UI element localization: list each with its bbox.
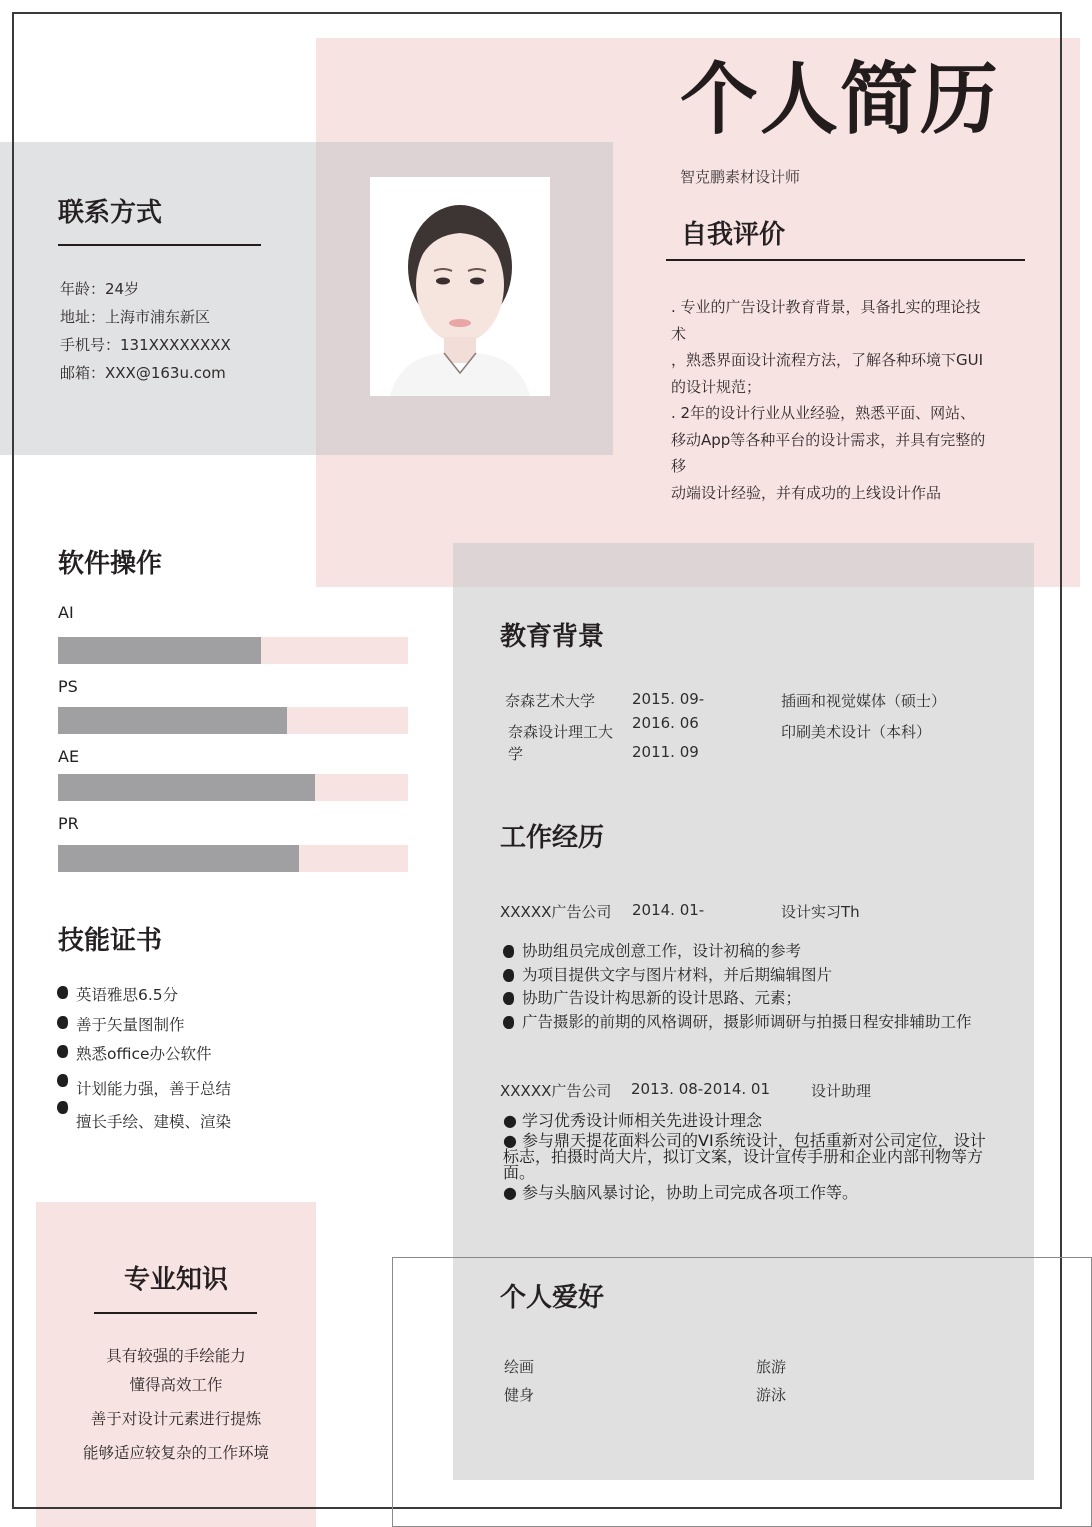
self-eval-line: . 专业的广告设计教育背景，具备扎实的理论技 [671,298,981,316]
education-heading: 教育背景 [500,622,605,652]
knowledge-line: 能够适应较复杂的工作环境 [82,1444,269,1462]
hobby-item: 健身 [504,1386,535,1404]
edu-school: 奈森艺术大学 [505,692,596,710]
bullet-icon [57,986,68,999]
hobby-item: 绘画 [504,1358,535,1376]
software-bar-fill [58,707,287,734]
bullet-icon [57,1045,68,1058]
job-bullet: ● 学习优秀设计师相关先进设计理念 [503,1111,763,1130]
job-date: 2014. 01- [632,901,705,919]
bullet-icon [503,992,514,1005]
contact-address: 地址：上海市浦东新区 [60,308,211,326]
job-bullet: 协助广告设计构思新的设计思路、元素； [503,987,972,1011]
job-bullet: ● 参与鼎天提花面料公司的VI系统设计，包括重新对公司定位，设计标志，拍摄时尚大片，拟订文案，设计宣传手册和企业内部刊物等方面。 [503,1131,986,1182]
bullet-icon [57,1016,68,1029]
software-bar-ps [58,707,408,734]
knowledge-rule [94,1312,257,1314]
job-bullet-list [503,940,972,1034]
self-eval-line: . 2年的设计行业从业经验，熟悉平面、网站、 [671,404,976,422]
edu-school-overflow: 学 [508,745,524,763]
job-bullet: ● 参与头脑风暴讨论，协助上司完成各项工作等。 [503,1183,859,1202]
contact-phone: 手机号：131XXXXXXXX [60,336,231,354]
bullet-icon [503,969,514,982]
hobby-item: 游泳 [756,1386,787,1404]
resume-title: 个人简历 [680,55,1001,145]
profile-photo [370,177,550,396]
edu-major: 插画和视觉媒体（硕士） [781,692,947,710]
contact-rule [58,244,261,246]
contact-email: 邮箱：XXX@163u.com [60,364,226,382]
software-bar-ai [58,637,408,664]
job-bullet: 广告摄影的前期的风格调研，摄影师调研与拍摄日程安排辅助工作 [503,1011,972,1035]
certificate-item: 英语雅思6.5分 [57,983,178,1005]
self-eval-rule [666,259,1025,261]
job-role: 设计实习Th [781,903,860,921]
self-eval-text [671,294,1016,502]
self-eval-line: ，熟悉界面设计流程方法，了解各种环境下GUI [671,351,984,369]
edu-date-overflow: 2011. 09 [632,743,699,761]
portrait-icon [370,177,550,396]
contact-heading: 联系方式 [58,198,163,228]
certificate-item: 计划能力强，善于总结 [57,1074,231,1099]
bullet-icon [57,1101,68,1114]
self-eval-line: 移动App等各种平台的设计需求，并具有完整的 [671,430,986,449]
job-company: XXXXX广告公司 [500,1082,612,1100]
contact-age: 年龄：24岁 [60,280,140,298]
job-subtitle: 智克鹏素材设计师 [680,168,801,186]
hobbies-heading: 个人爱好 [500,1283,605,1313]
edu-date: 2015. 09- [632,690,705,708]
software-label-ps: PS [58,677,78,696]
edu-date: 2016. 06 [632,714,699,732]
software-bar-fill [58,774,315,801]
bullet-icon [503,1016,514,1029]
certificate-item: 熟悉office办公软件 [57,1042,212,1064]
certificate-item: 善于矢量图制作 [57,1013,185,1035]
self-eval-heading: 自我评价 [681,220,786,250]
software-label-ae: AE [58,747,80,766]
job-role: 设计助理 [811,1082,872,1100]
software-heading: 软件操作 [58,549,163,579]
edu-major: 印刷美术设计（本科） [781,723,932,741]
software-bar-pr [58,845,408,872]
self-eval-line: 的设计规范； [671,377,762,396]
knowledge-heading: 专业知识 [123,1265,228,1295]
work-heading: 工作经历 [500,823,605,853]
hobby-item: 旅游 [756,1358,787,1376]
bullet-icon [57,1074,68,1087]
self-eval-line: 移 [671,457,687,475]
knowledge-line: 懂得高效工作 [129,1376,223,1394]
job-company: XXXXX广告公司 [500,903,612,921]
job-date: 2013. 08-2014. 01 [631,1080,771,1098]
edu-school: 奈森设计理工大 [508,723,614,741]
certificates-heading: 技能证书 [58,926,163,956]
software-label-ai: AI [58,603,74,622]
self-eval-line: 动端设计经验，并有成功的上线设计作品 [671,483,942,502]
software-label-pr: PR [58,814,79,833]
job-bullet-list [503,1113,998,1205]
right-overlap-block [453,543,1034,587]
self-eval-line: 术 [671,324,687,343]
education-table [505,690,1015,763]
bullet-icon [503,945,514,958]
contact-list [60,275,231,387]
software-bar-ae [58,774,408,801]
knowledge-line: 善于对设计元素进行提炼 [90,1410,262,1428]
software-bar-fill [58,637,261,664]
job-bullet: 协助组员完成创意工作，设计初稿的参考 [503,940,972,964]
software-bar-fill [58,845,299,872]
knowledge-line: 具有较强的手绘能力 [106,1347,246,1365]
job-bullet: 为项目提供文字与图片材料，并后期编辑图片 [503,964,972,988]
certificate-item: 擅长手绘、建模、渲染 [57,1101,231,1132]
